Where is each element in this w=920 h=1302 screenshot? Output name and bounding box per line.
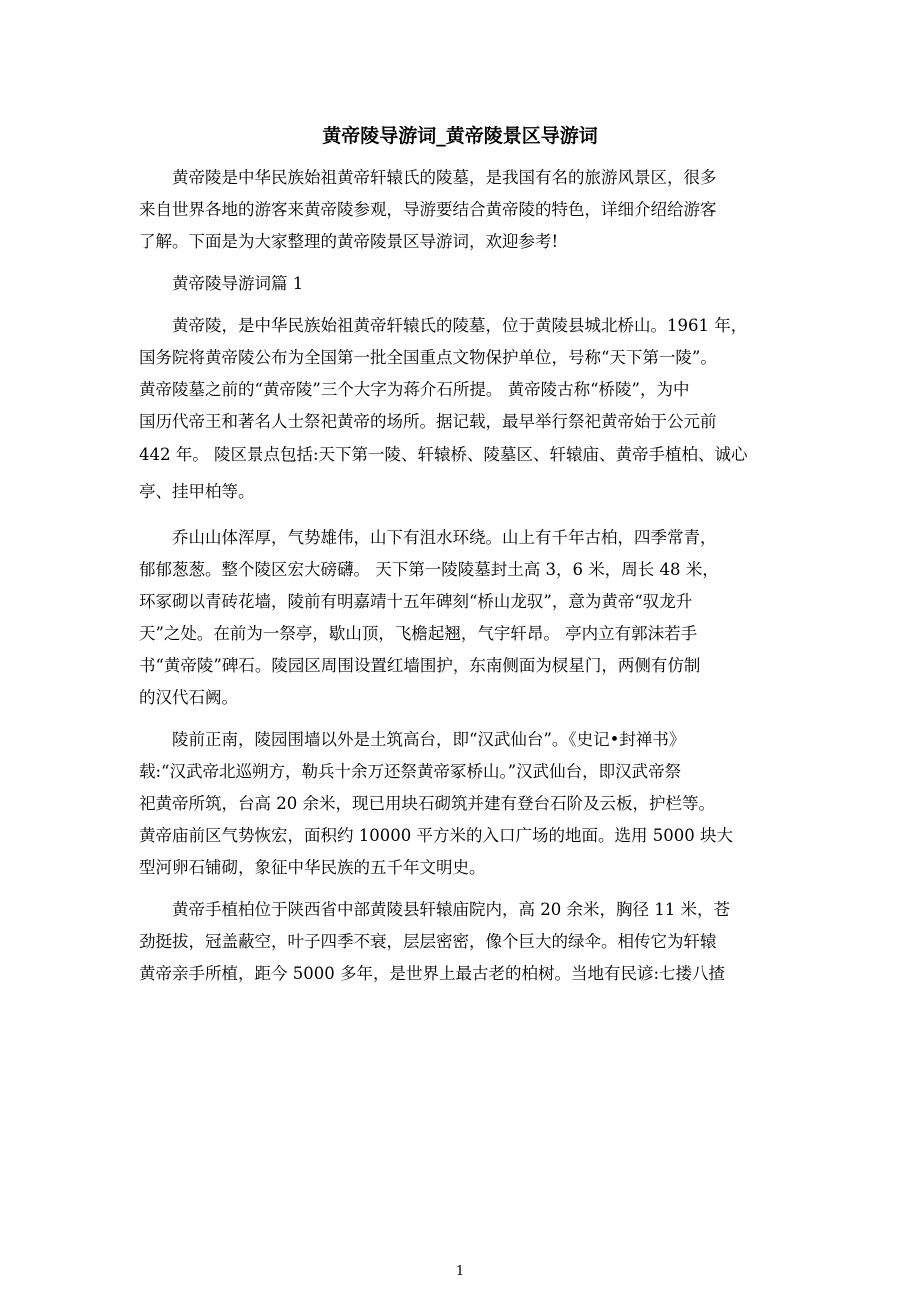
- text-line: 环冢砌以青砖花墙，陵前有明嘉靖十五年碑刻“桥山龙驭”，意为黄帝“驭龙升: [139, 592, 693, 611]
- document-title: 黄帝陵导游词_黄帝陵景区导游词: [322, 125, 598, 147]
- paragraph-cypress: [139, 894, 800, 990]
- paragraph-qiaoshan: [139, 522, 800, 714]
- text-line: 黄帝陵导游词篇 1: [172, 274, 304, 293]
- text-line: 国务院将黄帝陵公布为全国第一批全国重点文物保护单位，号称“天下第一陵”。: [139, 348, 717, 367]
- text-line: 黄帝陵墓之前的“黄帝陵”三个大字为蒋介石所提。 黄帝陵古称“桥陵”，为中: [139, 380, 690, 399]
- text-line: 黄帝手植柏位于陕西省中部黄陵县轩辕庙院内，高 20 余米，胸径 11 米，苍: [172, 900, 730, 919]
- text-line: 载:“汉武帝北巡朔方，勒兵十余万还祭黄帝冢桥山。”汉武仙台，即汉武帝祭: [139, 762, 682, 781]
- text-line: 的汉代石阙。: [139, 688, 238, 707]
- text-line: 442 年。 陵区景点包括:天下第一陵、轩辕桥、陵墓区、轩辕庙、黄帝手植柏、诚心: [139, 445, 748, 464]
- paragraph-intro: [139, 162, 800, 258]
- section-heading: [139, 268, 800, 300]
- text-line: 天”之处。在前为一祭亭，歇山顶，飞檐起翘，气宇轩昂。 亭内立有郭沫若手: [139, 624, 698, 643]
- text-line: 祀黄帝所筑，台高 20 余米，现已用块石砌筑并建有登台石阶及云板，护栏等。: [139, 794, 715, 813]
- text-line: 书“黄帝陵”碑石。陵园区周围设置红墙围护，东南侧面为棂星门，两侧有仿制: [139, 656, 701, 675]
- text-line: 来自世界各地的游客来黄帝陵参观，导游要结合黄帝陵的特色，详细介绍给游客: [139, 200, 717, 219]
- text-line: 黄帝陵是中华民族始祖黄帝轩辕氏的陵墓，是我国有名的旅游风景区，很多: [172, 168, 717, 187]
- text-line: 黄帝庙前区气势恢宏，面积约 10000 平方米的入口广场的地面。选用 5000 块大: [139, 826, 733, 845]
- text-line: 亭、挂甲柏等。: [139, 482, 255, 501]
- text-line: 型河卵石铺砌，象征中华民族的五千年文明史。: [139, 858, 486, 877]
- page-number: 1: [455, 1264, 465, 1279]
- text-line: 陵前正南，陵园围墙以外是土筑高台，即“汉武仙台”。《史记•封禅书》: [172, 730, 686, 749]
- text-line: 郁郁葱葱。整个陵区宏大磅礴。 天下第一陵陵墓封土高 3，6 米，周长 48 米，: [139, 560, 719, 579]
- text-line: 黄帝陵，是中华民族始祖黄帝轩辕氏的陵墓，位于黄陵县城北桥山。1961 年，: [172, 316, 748, 335]
- text-line: 黄帝亲手所植，距今 5000 多年，是世界上最古老的柏树。当地有民谚:七搂八揸: [139, 964, 726, 983]
- document-body: [139, 162, 800, 990]
- text-line: 国历代帝王和著名人士祭祀黄帝的场所。据记载，最早举行祭祀黄帝始于公元前: [139, 412, 717, 431]
- text-line: 劲挺拔，冠盖蔽空，叶子四季不衰，层层密密，像个巨大的绿伞。相传它为轩辕: [139, 932, 717, 951]
- paragraph-hanwu-xiantai: [139, 724, 800, 884]
- text-line: 乔山山体浑厚，气势雄伟，山下有沮水环绕。山上有千年古柏，四季常青，: [172, 528, 717, 547]
- paragraph-overview: [139, 310, 800, 512]
- text-line: 了解。下面是为大家整理的黄帝陵景区导游词，欢迎参考!: [139, 232, 559, 251]
